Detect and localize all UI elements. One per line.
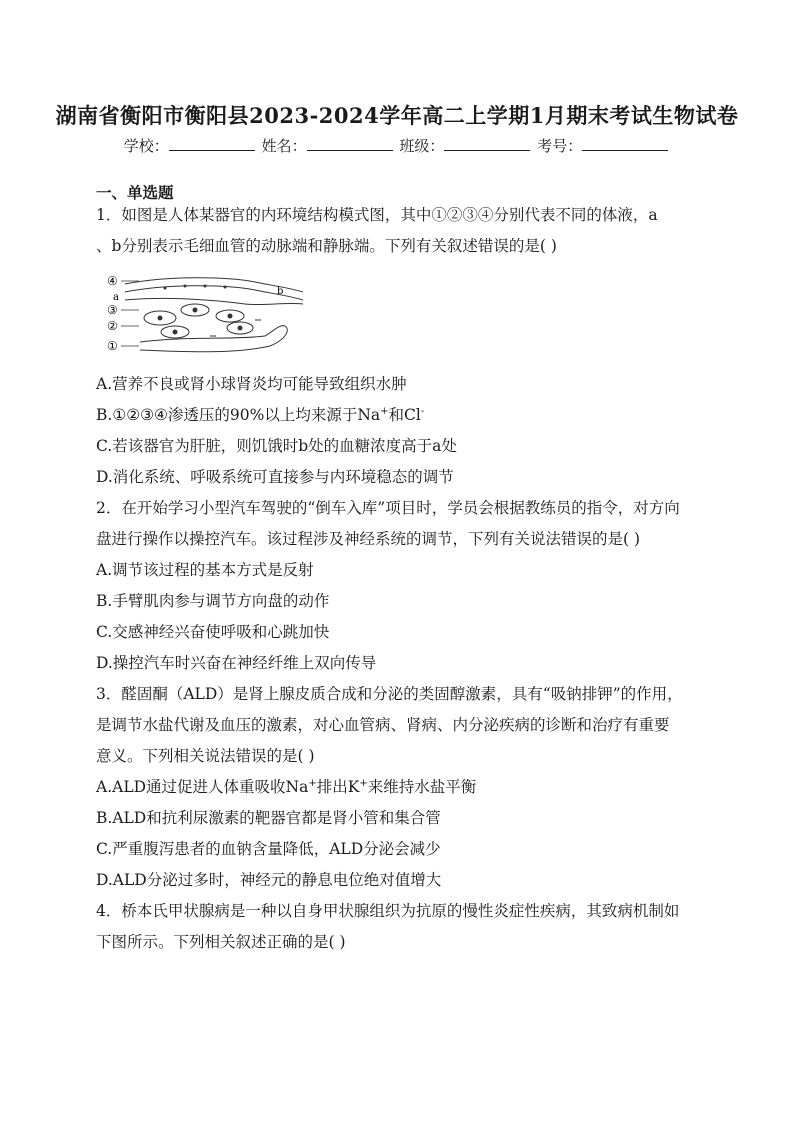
q1-option-c: C.若该器官为肝脏，则饥饿时b处的血糖浓度高于a处 [96, 437, 457, 455]
fig-label-2: ② [107, 319, 118, 333]
q3-option-a-text: A.ALD通过促进人体重吸收Na [96, 778, 309, 796]
q3-option-c: C.严重腹泻患者的血钠含量降低，ALD分泌会减少 [96, 840, 441, 858]
exam-number-blank[interactable] [582, 138, 668, 151]
q2-option-b: B.手臂肌肉参与调节方向盘的动作 [96, 592, 330, 610]
school-blank[interactable] [169, 138, 255, 151]
q1-option-b-sup2: - [420, 405, 425, 417]
exam-number-label: 考号： [537, 137, 583, 155]
q1-option-b-mid: 和Cl [388, 406, 421, 424]
q1-stem-line1: 1．如图是人体某器官的内环境结构模式图，其中①②③④分别代表不同的体液，a [96, 206, 658, 224]
q2-option-a: A.调节该过程的基本方式是反射 [96, 561, 314, 579]
fig-label-1: ① [107, 339, 118, 353]
fig-label-b: b [277, 286, 284, 297]
q1-option-a: A.营养不良或肾小球肾炎均可能导致组织水肿 [96, 375, 407, 393]
q2-option-d: D.操控汽车时兴奋在神经纤维上双向传导 [96, 654, 377, 672]
school-label: 学校： [123, 137, 169, 155]
q2-stem-line2: 盘进行操作以操控汽车。该过程涉及神经系统的调节，下列有关说法错误的是( ) [96, 530, 641, 548]
fig-label-3: ③ [107, 303, 118, 317]
q3-stem-line2: 是调节水盐代谢及血压的激素，对心血管病、肾病、内分泌疾病的诊断和治疗有重要 [96, 716, 670, 734]
q3-option-d: D.ALD分泌过多时，神经元的静息电位绝对值增大 [96, 871, 442, 889]
q3-option-a-mid: 排出K [316, 778, 360, 796]
q1-stem-line2: 、b分别表示毛细血管的动脉端和静脉端。下列有关叙述错误的是( ) [96, 237, 557, 255]
q3-option-a-sup1: + [308, 777, 317, 789]
q1-option-d: D.消化系统、呼吸系统可直接参与内环境稳态的调节 [96, 468, 454, 486]
q4-stem-line2: 下图所示。下列相关叙述正确的是( ) [96, 933, 346, 951]
section-heading: 一、单选题 [96, 183, 174, 202]
q3-stem-line1: 3．醛固酮（ALD）是肾上腺皮质合成和分泌的类固醇激素，具有“吸钠排钾”的作用， [96, 685, 683, 703]
q3-option-b: B.ALD和抗利尿激素的靶器官都是肾小管和集合管 [96, 809, 441, 827]
class-blank[interactable] [444, 138, 530, 151]
fig-label-a: a [113, 292, 119, 303]
q1-figure [105, 270, 315, 356]
student-info-row [0, 135, 794, 156]
q2-option-c: C.交感神经兴奋使呼吸和心跳加快 [96, 623, 330, 641]
q3-option-a [96, 777, 476, 797]
q1-option-b-text: B.①②③④渗透压的90%以上均来源于Na [96, 406, 381, 424]
q3-stem-line3: 意义。下列相关说法错误的是( ) [96, 747, 315, 765]
q2-stem-line1: 2．在开始学习小型汽车驾驶的“倒车入库”项目时，学员会根据教练员的指令，对方向 [96, 499, 680, 517]
page-title: 湖南省衡阳市衡阳县2023-2024学年高二上学期1月期末考试生物试卷 [55, 103, 739, 128]
name-blank[interactable] [307, 138, 393, 151]
q1-option-b-sup1: + [380, 405, 389, 417]
name-label: 姓名： [261, 137, 307, 155]
class-label: 班级： [399, 137, 445, 155]
fig-label-4: ④ [107, 274, 118, 288]
q3-option-a-post: 来维持水盐平衡 [367, 778, 477, 796]
q1-option-b [96, 405, 424, 425]
q3-option-a-sup2: + [359, 777, 368, 789]
q4-stem-line1: 4．桥本氏甲状腺病是一种以自身甲状腺组织为抗原的慢性炎症性疾病，其致病机制如 [96, 902, 680, 920]
